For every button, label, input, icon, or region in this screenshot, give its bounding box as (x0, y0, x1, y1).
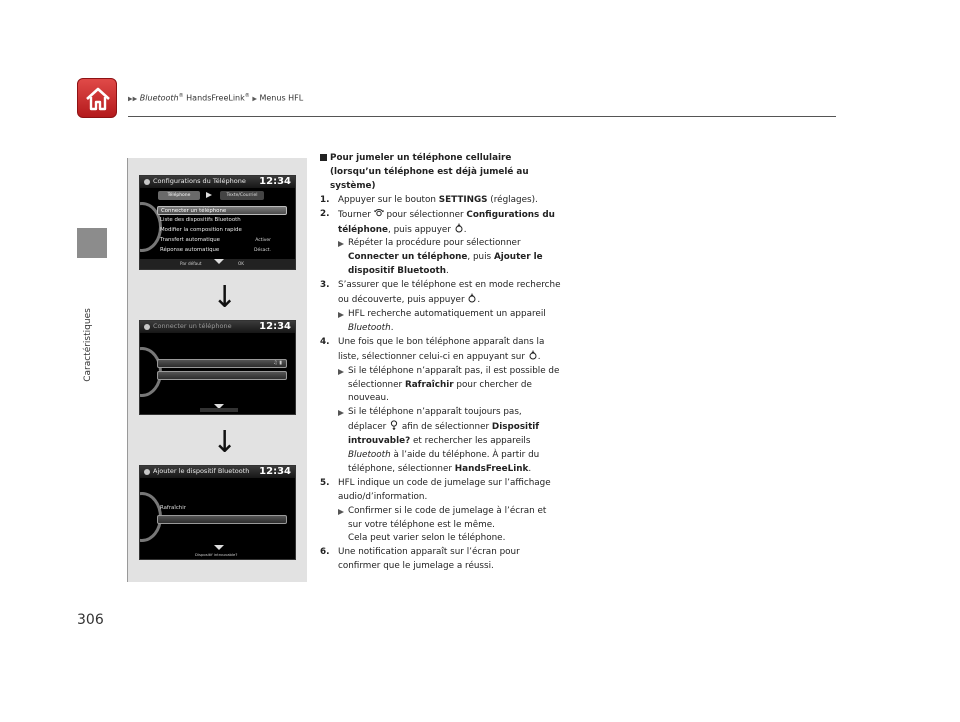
menu-item-value: Désact. (253, 248, 271, 253)
note-bold: Ajouter le dispositif Bluetooth (348, 252, 543, 277)
rotate-knob-icon (374, 208, 384, 218)
home-button[interactable] (77, 78, 117, 118)
note-text: Si le téléphone n’apparaît pas, il est possible de sélectionner (348, 365, 560, 390)
breadcrumb-bluetooth[interactable]: Bluetooth (139, 93, 179, 103)
device-list-item[interactable] (157, 371, 287, 380)
menu-item-refresh[interactable] (157, 504, 287, 513)
screen-footer (140, 549, 295, 559)
scroll-down-icon (214, 545, 224, 550)
note-text: à l’aide du téléphone. À partir du téléphone, sélectionner (348, 450, 540, 474)
step-text: S’assurer que le téléphone est en mode recherche ou découverte, puis appuyer (338, 280, 561, 306)
step-text: (réglages). (487, 194, 538, 205)
breadcrumb-arrow-icon: ▶▶ (128, 95, 138, 103)
page-number: 306 (77, 612, 104, 628)
screen-connect-phone (139, 320, 296, 415)
step-4-note-2 (318, 406, 562, 477)
note-text: Cela peut varier selon le téléphone. (348, 533, 506, 544)
footer-bar (200, 408, 238, 412)
note-arrow-icon (338, 241, 344, 247)
step-text: Appuyer sur le bouton (338, 194, 439, 205)
breadcrumb (128, 93, 303, 103)
step-text: . (537, 351, 541, 362)
note-text: Répéter la procédure pour sélectionner (348, 238, 521, 249)
flow-arrow-icon: ↓ (212, 280, 238, 315)
step-2-note (318, 237, 562, 279)
menu-dot-icon (144, 324, 150, 330)
screen-clock: 12:34 (259, 321, 291, 332)
tab-texte-courriel[interactable]: Texte/Courriel (220, 191, 264, 200)
step-number: 3. (320, 280, 330, 291)
screen-clock: 12:34 (259, 466, 291, 477)
menu-item-auto-answer[interactable] (157, 246, 287, 255)
menu-item-value: Activer (255, 238, 271, 243)
chapter-label: Caractéristiques (83, 308, 93, 382)
note-bold: Connecter un téléphone (348, 252, 468, 263)
screen-phone-settings (139, 175, 296, 270)
screen-add-bluetooth-device (139, 465, 296, 560)
note-text: . (390, 322, 394, 333)
step-4 (318, 336, 562, 365)
tab-arrow-icon (206, 192, 212, 198)
screen-footer (140, 259, 295, 269)
tab-telephone[interactable]: Téléphone (158, 191, 200, 200)
menu-item-auto-transfer[interactable] (157, 236, 287, 245)
screen-footer (140, 404, 295, 414)
step-bold: SETTINGS (438, 194, 488, 205)
step-number: 5. (320, 477, 330, 488)
note-text: HFL recherche automatiquement un appareil (348, 308, 546, 319)
registered-mark: ® (178, 93, 184, 99)
instructions-column (318, 152, 562, 574)
menu-item-bluetooth-list[interactable] (157, 216, 287, 225)
step-number: 6. (320, 547, 330, 558)
flow-arrow-icon: ↓ (212, 425, 238, 460)
step-text: Une fois que le bon téléphone apparaît dans la liste, sélectionner celui-ci en appuyant sur (338, 336, 545, 362)
menu-item-label: Modifier la composition rapide (160, 227, 242, 233)
note-text: Si le téléphone n’apparaît toujours pas, déplacer (348, 407, 522, 433)
menu-item-speed-dial[interactable] (157, 226, 287, 235)
step-2 (318, 208, 562, 238)
note-arrow-icon (338, 369, 344, 375)
step-3-note (318, 308, 562, 336)
note-bold: Rafraîchir (404, 379, 454, 390)
default-button[interactable]: Par défaut (180, 261, 202, 266)
breadcrumb-handsfreelink[interactable]: HandsFreeLink (183, 93, 245, 103)
note-text: afin de sélectionner (399, 422, 492, 433)
note-text: pour chercher de nouveau. (348, 379, 532, 404)
note-italic: Bluetooth (348, 322, 391, 333)
header-divider (128, 116, 836, 117)
ok-button[interactable]: OK (238, 261, 245, 266)
step-text: . (463, 224, 467, 235)
step-text: HFL indique un code de jumelage sur l’affichage audio/d’information. (338, 477, 551, 502)
screen-tabs (148, 191, 288, 201)
step-bold: Configurations du téléphone (338, 209, 555, 235)
bluetooth-music-icon: ♫ ▮ (273, 360, 282, 366)
step-text: pour sélectionner (383, 209, 467, 220)
section-title (318, 152, 562, 194)
breadcrumb-menus-hfl[interactable]: Menus HFL (259, 93, 304, 103)
menu-item-label: Liste des dispositifs Bluetooth (160, 217, 241, 223)
screen-title-bar (140, 321, 295, 333)
menu-dot-icon (144, 179, 150, 185)
screen-title: Configurations du Téléphone (153, 177, 246, 185)
screen-clock: 12:34 (259, 176, 291, 187)
note-arrow-icon (338, 410, 344, 416)
note-text: et rechercher les appareils (410, 436, 531, 447)
note-text: Confirmer si le code de jumelage à l’écran et sur votre téléphone est le même. (348, 505, 547, 530)
note-arrow-icon (338, 312, 344, 318)
menu-item-label: Transfert automatique (160, 237, 220, 243)
step-4-note-1 (318, 365, 562, 407)
registered-mark: ® (244, 93, 250, 99)
screen-title: Connecter un téléphone (153, 322, 232, 330)
device-list-item[interactable] (157, 359, 287, 368)
note-text: , puis (467, 252, 494, 263)
step-text: , puis appuyer (388, 224, 454, 235)
note-bold: Dispositif introuvable? (348, 422, 540, 447)
step-5 (318, 477, 562, 505)
device-not-found-button[interactable]: Dispositif introuvable? (195, 552, 238, 557)
device-list-item[interactable] (157, 515, 287, 524)
step-1 (318, 194, 562, 208)
menu-item-label: Connecter un téléphone (161, 208, 227, 214)
step-5-note (318, 505, 562, 547)
step-text: . (477, 295, 481, 306)
scroll-down-icon (214, 259, 224, 264)
note-text: . (445, 266, 449, 277)
section-title-text: Pour jumeler un téléphone cellulaire (lorsqu’un téléphone est déjà jumelé au système) (330, 153, 529, 191)
note-bold: HandsFreeLink (454, 463, 529, 474)
section-square-icon (320, 154, 327, 161)
screen-title-bar (140, 466, 295, 478)
menu-item-connect-phone[interactable] (157, 206, 287, 215)
move-knob-icon (389, 420, 399, 430)
screen-title: Ajouter le dispositif Bluetooth (153, 467, 250, 475)
step-number: 2. (320, 208, 330, 219)
step-text: Tourner (338, 209, 374, 220)
screen-title-bar (140, 176, 295, 188)
step-number: 1. (320, 194, 330, 205)
press-knob-icon (528, 350, 538, 360)
breadcrumb-arrow-icon: ▶ (252, 95, 257, 103)
step-number: 4. (320, 336, 330, 347)
note-text: . (528, 463, 532, 474)
menu-item-label: Réponse automatique (160, 247, 220, 253)
home-icon (83, 84, 113, 114)
chapter-tab (77, 228, 107, 258)
menu-item-label: Rafraîchir (160, 505, 186, 511)
step-3 (318, 279, 562, 308)
menu-dot-icon (144, 469, 150, 475)
note-arrow-icon (338, 509, 344, 515)
step-text: Une notification apparaît sur l’écran pour confirmer que le jumelage a réussi. (338, 547, 520, 572)
press-knob-icon (467, 293, 477, 303)
step-6 (318, 546, 562, 574)
press-knob-icon (454, 223, 464, 233)
note-italic: Bluetooth (348, 450, 391, 461)
